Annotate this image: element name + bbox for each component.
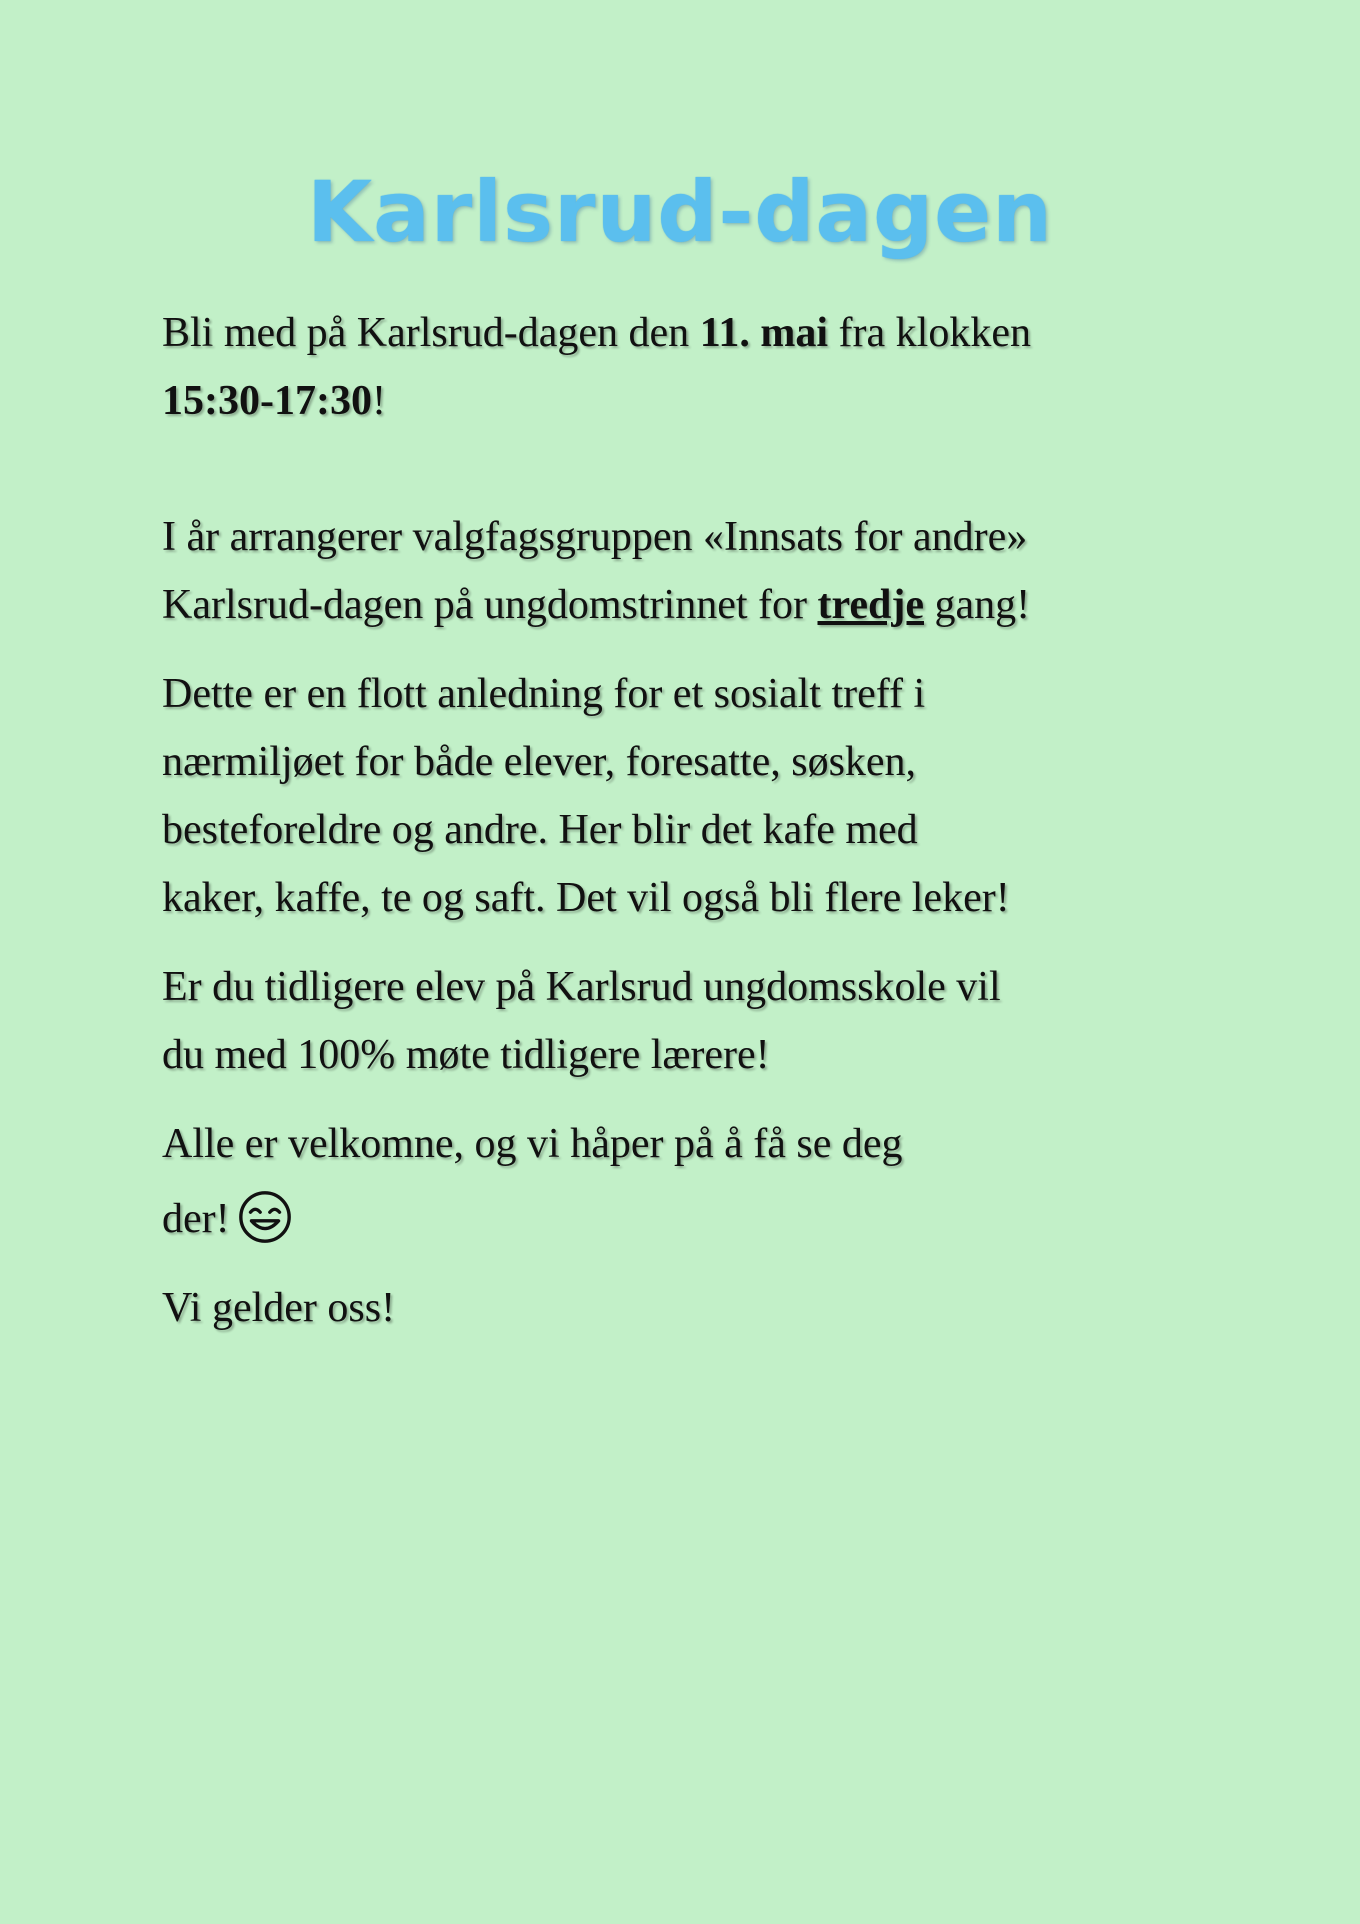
arrangement-paragraph: I år arrangerer valgfagsgruppen «Innsats for andre» Karlsrud-dagen på ungdomstrinnet for tredje gang! [162, 514, 1031, 628]
closing-line: Vi gelder oss! [162, 1285, 396, 1331]
event-time: 15:30-17:30 [162, 378, 372, 424]
smiley-icon [236, 1188, 294, 1246]
event-date: 11. mai [699, 310, 829, 356]
intro-paragraph: Bli med på Karlsrud-dagen den 11. mai fra klokken 15:30-17:30! [162, 310, 1031, 424]
page-title: Karlsrud-dagen [307, 163, 1053, 261]
former-students-paragraph: Er du tidligere elev på Karlsrud ungdomsskole vil du med 100% møte tidligere lærere! [162, 964, 1001, 1078]
emphasis-text: tredje [817, 582, 924, 628]
welcome-paragraph: Alle er velkomne, og vi håper på å få se deg der! [162, 1110, 1222, 1260]
description-paragraph: Dette er en flott anledning for et sosialt treff i nærmiljøet for både elever, foresatte, søsken, besteforeldre og andre. Her blir det kafe med kaker, kaffe, te og saft. Det vil også bli flere leker! [162, 671, 1010, 921]
